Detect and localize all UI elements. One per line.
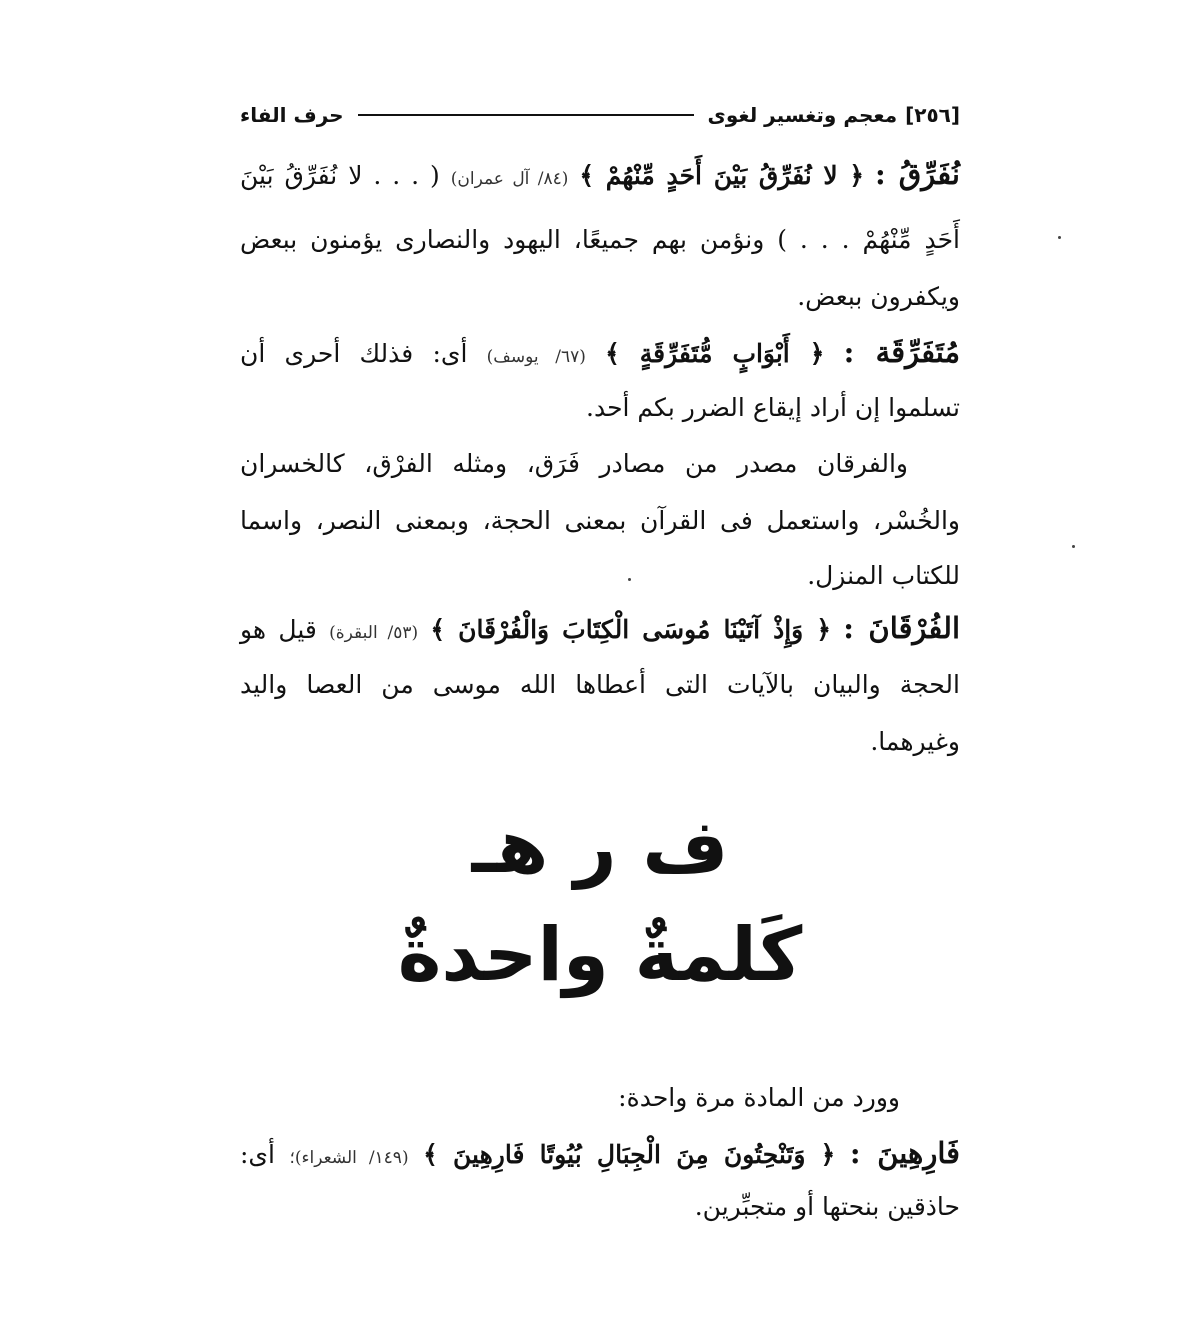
- entry-text: وغيرهما.: [870, 727, 960, 756]
- scan-speck: [1058, 236, 1061, 239]
- page-number: [٢٥٦]: [905, 103, 960, 127]
- entry-text: قيل هو: [240, 615, 317, 644]
- entry-line: [240, 672, 960, 697]
- running-header: [240, 100, 960, 130]
- entry-text: ويكفرون ببعض.: [797, 282, 960, 311]
- entry-text: الحجة والبيان بالآيات التى أعطاها الله موسى من العصا واليد: [240, 670, 960, 699]
- entry-line: [240, 227, 960, 252]
- paragraph-line: [240, 563, 960, 588]
- intro-text: وورد من المادة مرة واحدة:: [618, 1083, 900, 1112]
- occurrence-intro: [240, 1085, 900, 1110]
- scan-speck: [1072, 545, 1075, 548]
- quran-verse: ﴿ وَإِذْ آتَيْنَا مُوسَى الْكِتَابَ وَالْفُرْقَانَ ﴾: [430, 615, 831, 644]
- entry-line: [240, 611, 960, 645]
- verse-reference: (٥٣/ البقرة): [329, 623, 419, 643]
- entry-text: حاذقين بنحتها أو متجبِّرين.: [694, 1192, 960, 1221]
- verse-reference: (٨٤/ آل عمران): [450, 169, 569, 189]
- verse-reference: (١٤٩/ الشعراء)؛: [289, 1148, 409, 1168]
- section-title: حرف الفاء: [240, 103, 344, 127]
- entry-text: أى: فذلك أحرى أن: [240, 339, 468, 368]
- paragraph-text: للكتاب المنزل.: [807, 561, 960, 590]
- entry-line: [240, 395, 960, 420]
- entry-term: فَارِهِينَ :: [849, 1136, 961, 1170]
- entry-line: [240, 729, 960, 754]
- paragraph-line: [240, 508, 960, 533]
- entry-term: الفُرْقَانَ :: [843, 611, 960, 645]
- entry-text: تسلموا إن أراد إيقاع الضرر بكم أحد.: [586, 393, 960, 422]
- paragraph-text: والفرقان مصدر من مصادر فَرَق، ومثله الفرْق، كالخسران: [240, 449, 908, 478]
- entry-text: أى:: [240, 1140, 275, 1169]
- verse-reference: (٦٧/ يوسف): [486, 347, 586, 367]
- quran-verse: ﴿ وَتَنْحِتُونَ مِنَ الْجِبَالِ بُيُوتًا فَارِهِينَ ﴾: [423, 1140, 836, 1169]
- entry-term: مُتَفَرِّقَة :: [843, 335, 961, 369]
- entry-line: [240, 1194, 960, 1219]
- entry-line: [240, 335, 961, 369]
- quran-verse: ﴿ لا نُفَرِّقُ بَيْنَ أَحَدٍ مِّنْهُمْ ﴾: [579, 161, 865, 190]
- paragraph-line: [240, 451, 960, 476]
- paragraph-text: والخُسْر، واستعمل فى القرآن بمعنى الحجة، وبمعنى النصر، واسما: [240, 506, 960, 535]
- word-count-heading: كَلمةٌ واحدةٌ: [397, 912, 803, 998]
- root-letters-heading: ف ر هـ: [471, 804, 729, 890]
- entry-line: [240, 157, 960, 191]
- quran-verse: ﴿ أَبْوَابٍ مُّتَفَرِّقَةٍ ﴾: [605, 339, 825, 368]
- header-rule: [358, 114, 694, 116]
- entry-text: أَحَدٍ مِّنْهُمْ . . . ) ونؤمن بهم جميعًا، اليهود والنصارى يؤمنون ببعض: [240, 225, 960, 254]
- entry-text: ( . . . لا نُفَرِّقُ بَيْنَ: [240, 161, 440, 190]
- scan-speck: [628, 578, 631, 581]
- book-title: معجم وتغسير لغوى: [707, 103, 898, 127]
- entry-line: [240, 1136, 961, 1170]
- entry-line: [240, 284, 960, 309]
- entry-term: نُفَرِّقُ :: [874, 157, 960, 191]
